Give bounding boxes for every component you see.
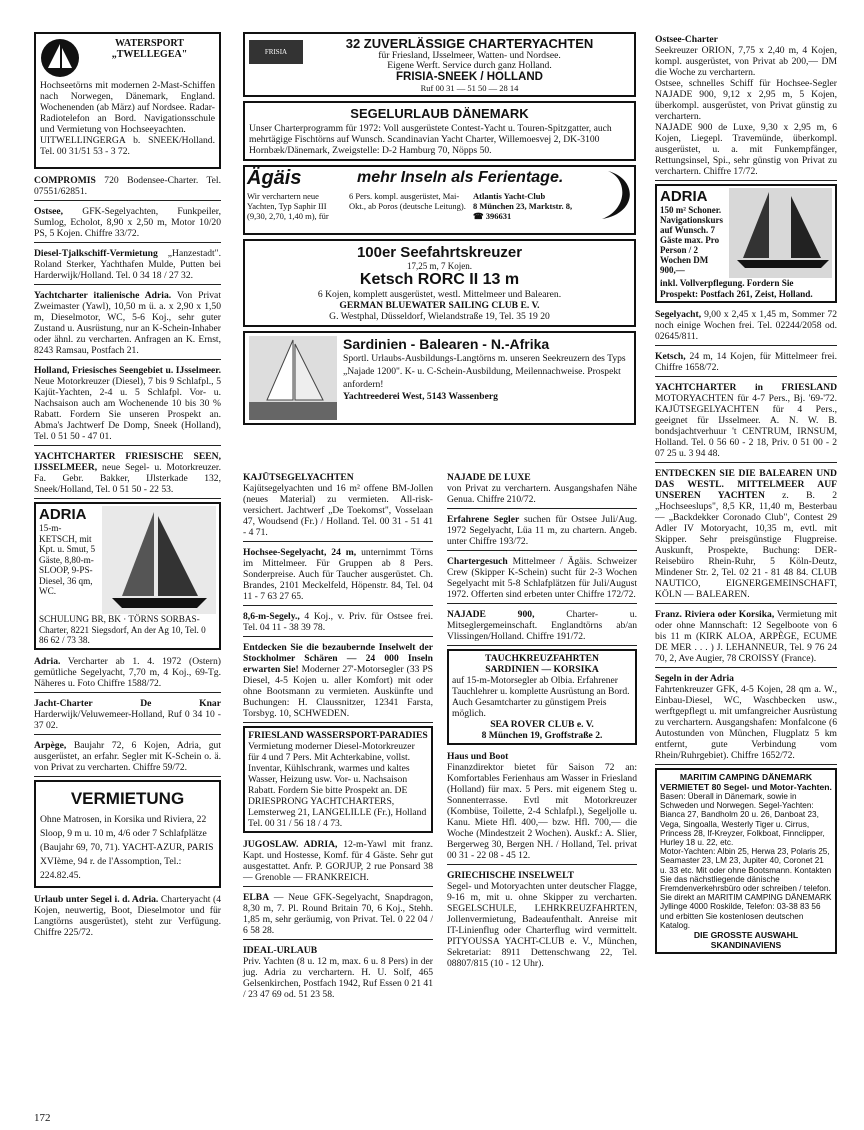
ad-ketsch [243, 239, 636, 327]
ad-body: z. B. 2 „Hochseeslups", 8,5 KR, 11,40 m, Besterbau — „Backdekker Coronado Club", Contest 29 Adler IV Motoryacht, 10,35 m, evtl. mit Skipper. Sehr preisgünstige Flugpreise. Auskunft, Prospekte, Buchung: DER-Reisebüro Rhein-Ruhr, 5 Köln-Deutz, Mindener Str. 2, Tel. 02 21 - 81 48 84. CLUB NAUTICO, EIGNERGEMEINSCHAFT, KÖLN — BALEAREN. [655, 490, 837, 600]
ad-body: Neue Motorkreuzer (Diesel), 7 bis 9 Schlafpl., 5 Kajüt-Yachten, 2-4 u. 5 Schlafpl. Vor- u. Nachsaison auch am Wochenende 10 bis 30 % Rabatt. Fordern Sie unseren Prospekt an. Abma's Jachtwerf De Domp, Sneek (Holland), Tel. 0 51 50 - 47 01. [34, 376, 221, 442]
column-3 [655, 32, 837, 958]
ad-body: Vercharter ab 1. 4. 1972 (Ostern) gemütliche Segelyacht, 7,70 m, 4 Koj., 69-Tg. Näheres u. Foto Chiffre 1588/72. [34, 655, 221, 689]
ad-title: Adria. [34, 655, 61, 667]
ad-title: ADRIA [39, 506, 87, 523]
ad-body: Vermietung mit oder ohne Mannschaft: 12 Segelboote von 6 bis 11 m (KIRK ALOA, ARPÈGE, ECUME DE MER . . . ) J. LEHANNEUR, Tel. 9 76 24 70, 2, Ave Augier, 78 CROISSY (France). [655, 609, 837, 664]
ad-title: Chartergesuch [447, 556, 508, 567]
ad-title: Ägäis [247, 167, 302, 189]
ad-title: KAJÜTSEGELYACHTEN [243, 472, 354, 483]
ad-text: 150 m² Schoner. Navigationskurs auf Wunsch. 7 Gäste max. Pro Person / 2 Wochen DM 900,— [660, 205, 724, 275]
ad-body: 24 m, 14 Kojen, für Mittelmeer frei. Chiffre 1658/72. [655, 351, 837, 373]
ad-friesland-paradies [243, 726, 433, 833]
ad-body: Hochseetörns mit modernen 2-Mast-Schiffen nach Norwegen, Dänemark, England. Wochenenden (ab März) auf Nordsee. Radar-Radiotelefon an Bord. Navigationsschule und Vermietung von Hochseeyachten. UITWELLINGERGA b. SNEEK/Holland. Tel. 00 31/51 53 - 3 72. [40, 80, 215, 157]
ad-title: Segeln in der Adria [655, 673, 734, 684]
ad-title: Segelyacht, [655, 309, 702, 320]
ad-body: — Neue GFK-Segelyacht, Snapdragon, 8,30 m, 7. Pl. Round Britain 70, 6 Koj., Stehh. 1,85 m, sehr geräumig, von Privat. Tel. 0 22 04 / 6 58 28. [243, 892, 433, 936]
ad-title: ELBA [243, 892, 270, 903]
ad-sign: DIE GROSSTE AUSWAHL SKANDINAVIENS [693, 930, 799, 951]
ad-body: Seekreuzer ORION, 7,75 x 2,40 m, 4 Kojen, kompl. ausgerüstet, von Privat ab 200,— DM die Woche zu verchartern. Ostsee, schnelles Schiff für Hochsee-Segler NAJADE 900, 9,12 x 2,95 m, 5 Kojen, überkompl. ausgerüstet, von Privat günstig zu verchartern. NAJADE 900 de Luxe, 9,30 x 2,95 m, 6 Kojen, Liegepl. Travemünde, überkompl. ausgerüstet, u. a. mit Funkempfänger, Rettungsinsel, Spi., sehr günstig von Privat zu verchartern. Chiffre 17/72. [655, 45, 837, 177]
ad-title: Diesel-Tjalkschiff-Vermietung [34, 248, 158, 259]
ad-adria-ketsch [34, 502, 221, 650]
ad-text: 15-m-KETSCH, mit Kpt. u. Smut, 5 Gäste, 8,80-m-SLOOP, 9-PS-Diesel, 36 qm, WC. [39, 523, 96, 596]
ad-sardinien [243, 331, 636, 425]
ad-body: 720 Bodensee-Charter. Tel. 07551/62851. [34, 175, 221, 197]
ad-line: G. Westphal, Düsseldorf, Wielandstraße 19, Tel. 35 19 20 [329, 311, 550, 322]
ad-col: Wir verchartern neue Yachten, Typ Saphir III (9,30, 2,70, 1,40 m), für [247, 191, 329, 221]
ad-body: Baujahr 72, 6 Kojen, Adria, gut ausgerüstet, an erfahr. Segler mit K-Schein o. ä. von Privat zu vercharten. Chiffre 59/72. [34, 739, 222, 773]
column-1 [34, 32, 221, 944]
ad-col: Atlantis Yacht-Club 8 München 23, Marktstr. 8, ☎ 396631 [473, 191, 573, 221]
ad-twellegea [34, 32, 221, 169]
ad-body: „Hanzestadt". Roland Sterker, Yachthafen Mulde, Putten bei Harderwijk/Holland. Tel. 0 34 18 / 27 32. [34, 248, 221, 281]
ad-title: Ketsch RORC II 13 m [359, 271, 520, 288]
ad-title: ENTDECKEN SIE DIE BALEAREN UND DAS WESTL. MITTELMEER AUF UNSEREN YACHTEN [655, 468, 837, 501]
ad-line: GERMAN BLUEWATER SAILING CLUB E. V. [339, 300, 540, 311]
ad-body: Sportl. Urlaubs-Ausbildungs-Langtörns m. unseren Seekreuzern des Typs „Najade 1200". K- u. C-Schein-Ausbildung, Meilennachweise. Prospekt anfordern! [343, 353, 626, 390]
ad-title: 100er Seefahrtskreuzer [356, 244, 523, 261]
ad-title: JUGOSLAW. ADRIA, [243, 839, 338, 850]
ad-sign: Yachtreederei West, 5143 Wassenberg [343, 391, 498, 402]
ad-body: Finanzdirektor bietet für Saison 72 an: Komfortables Ferienhaus am Wasser in Friesland (Holland) für max. 5 Pers. mit eigenem Steg u. Sonnenterrasse. Evtl mit Motorkreuzer (Kombüse, Toilette, 2-4 Schlafpl.), Segeljolle u. Kanu. Miete Hfl. 400,— bzw. Hfl. 700,— die Woche (Mindestzeit 2 Wochen). Auskf.: A. Slier, Bergerweg 30, Bergen NH. / Holland, Tel. privat 00 31 - 22 08 - 45 12. [447, 762, 637, 861]
ad-body: 4 Koj., v. Priv. für Ostsee frei. Tel. 04 11 - 38 39 78. [243, 611, 433, 633]
ad-title: Entdecken Sie die bezaubernde Inselwelt der Stockholmer Schären — 24 000 Inseln erwarten Sie! [243, 642, 433, 675]
ad-body: Moderner 27'-Motorsegler (33 PS Diesel, 4-5 Kojen u. aller Komfort) mit oder ohne Bootsmann zu vermieten. Auskünfte und Buchungen: H. Claussnitzer, 12341 Farsta, Torsbyg. 10, SCHWEDEN. [243, 664, 433, 719]
ad-body: Ohne Matrosen, in Korsika und Riviera, 22 Sloop, 9 m u. 10 m, 4/6 oder 7 Schlafplätze (Baujahr 69, 70, 71). YACHT-AZUR, PARIS XVIème, 94 r. de l'Assomption, Tel.: 224.82.45. [40, 813, 214, 881]
sailboat-photo [249, 336, 337, 420]
ad-body: Von Privat Zweimaster (Yawl), 10,50 m ü. a. x 2,90 x 1,50 m, Dieselmotor, WC, 5-6 Koj., sehr guter Zustand u. Ausrüstung, nur an K-Schein-Inhaber oder ähnl. zu vercharten. Anfragen an K. Ernst, 8243 Ramsau, Postfach 21. [34, 290, 221, 356]
ad-segelurlaub [243, 101, 636, 161]
ad-body: auf 15-m-Motorsegler ab Olbia. Erfahrener Tauchlehrer u. komplette Ausrüstung an Bord. Auch Gesamtcharter zu günstigem Preis möglich. [452, 675, 630, 719]
schooner-photo [729, 188, 832, 278]
ad-title: Jacht-Charter De Knar [34, 697, 221, 709]
ad-title: Ketsch, [655, 351, 686, 362]
ad-body: 9,00 x 2,45 x 1,45 m, Sommer 72 noch einige Wochen frei. Tel. 02244/2058 od. 02645/811. [655, 309, 837, 342]
ad-title: Hochsee-Segelyacht, 24 m, [243, 547, 357, 558]
ad-title: FRIESLAND WASSERSPORT-PARADIES [248, 730, 428, 741]
ad-title: NAJADE DE LUXE [447, 472, 531, 483]
ad-body: Mittelmeer / Ägäis. Schweizer Crew (Skipper K-Schein) sucht für 2-3 Wochen Segelyacht mit 5-8 Schlafplätzen für Juli/August 1972. Offerten sind erbeten unter Chiffre 172/72. [447, 556, 637, 600]
ad-body: MOTORYACHTEN für 4-7 Pers., Bj. '69-'72. KAJÜTSEGELYACHTEN für 4 Pers., geeignet für IJsselmeer. A. N. W. B. bondsjachtverhuur 't CENTRUM, IRNSUM, Holland. Tel. 0 56 60 - 2 18, Priv. 0 51 00 - 2 07 25 u. 3 94 48. [655, 393, 837, 459]
ad-body: GFK-Segelyachten, Funkpeiler, Sumlog, Echolot, 8,90 x 2,50 m, Motor 10/20 PS, 5 Kojen. Chiffre 33/72. [34, 206, 221, 239]
ad-title: Ostsee-Charter [655, 34, 718, 45]
ad-body: Fahrtenkreuzer GFK, 4-5 Kojen, 28 qm a. W., Einbau-Diesel, WC, Waschbecken usw., werftgepflegt u. mit umfangreicher Ausrüstung zu verchartern. Ausgangshafen: Monfalcone (6 Autostunden von München, Flugplatz 5 km entfernt, gute Verbindung vom Rhein/Ruhrgebiet). Chiffre 1652/72. [655, 684, 837, 761]
sailboat-photo [102, 506, 216, 614]
ad-title: Arpège, [34, 739, 67, 751]
ad-body: suchen für Ostsee Juli/Aug. 1972 Segelyacht, Lüa 11 m, zu chartern. Angeb. unter Chiffre 193/72. [447, 514, 637, 547]
ad-title: YACHTCHARTER FRIESISCHE SEEN, IJSSELMEER, [34, 451, 221, 473]
ad-title: ADRIA [660, 188, 708, 205]
ad-body: Unser Charterprogramm für 1972: Voll ausgerüstete Contest-Yacht u. Touren-Spitzgatter, auch mehrtägige Fischtörns auf Wunsch. Scandinavian Yacht Charter, Willemoesvej 2, DK-3100 Hornbæk/Dänemark, Zweigstelle: D-2 Hamburg 70, Nöpps 50. [249, 123, 612, 156]
ad-title: 8,6-m-Segely., [243, 611, 300, 622]
ad-title: VERMIETUNG [70, 788, 185, 808]
ad-title: NAJADE 900, [447, 609, 535, 620]
ad-col: 6 Pers. kompl. ausgerüstet, Mai-Okt., ab Poros (deutsche Leitung). [349, 191, 466, 211]
ad-body: SCHULUNG BR, BK · TÖRNS SORBAS-Charter, 8221 Siegsdorf, An der Ag 10, Tel. 0 86 62 / 73 38. [39, 614, 206, 645]
page-number: 172 [34, 1112, 51, 1124]
ad-body: Charter- u. Mitseglergemeinschaft. Englandtörns ab/an Vlissingen/Holland. Chiffre 191/72. [447, 609, 637, 642]
ad-title: Sardinien - Balearen - N.-Afrika [343, 336, 550, 352]
ad-title: TAUCHKREUZFAHRTEN SARDINIEN — KORSIKA [485, 653, 599, 675]
ad-body: Vermietung moderner Diesel-Motorkreuzer für 4 und 7 Pers. Mit Achterkabine, vollst. Inventar, Kühlschrank, warmes und kaltes Wasser, Heizung usw. Vor- u. Nachsaison Rabatt. Fordern Sie bitte Prospekt an. DE DRIESPRONG YACHTCHARTERS, Lemsterweg 21, LANGELILLE (Fr.), Holland Tel. 00 31 / 56 18 / 4 73. [248, 741, 427, 829]
ad-title: Holland, Friesisches Seengebiet u. IJsselmeer. [34, 365, 221, 376]
frisia-logo: FRISIA [249, 40, 303, 64]
ad-body: Charteryacht (4 Kojen, neuwertig, Boot, Dieselmotor und für Langtörns ausgerüstet), steht zur Verfügung. Chiffre 225/72. [34, 893, 221, 938]
column-2a [243, 470, 433, 1006]
ad-title: IDEAL-URLAUB [243, 945, 318, 956]
ad-line: für Friesland, IJsselmeer, Watten- und Nordsee. [378, 50, 561, 61]
ad-body: Priv. Yachten (8 u. 12 m, max. 6 u. 8 Pers) in der jug. Adria zu verchartern. H. U. Solf, 465 Gelsenkirchen, Postfach 1942, Ruf Essen 0 21 41 / 23 47 69 od. 51 23 58. [243, 956, 433, 1000]
ad-title: MARITIM CAMPING DÄNEMARK VERMIETET 80 Segel- und Motor-Yachten. [660, 772, 832, 792]
ad-title: Haus und Boot [447, 751, 509, 762]
ad-line: 17,25 m, 7 Kojen. [407, 261, 472, 271]
ad-aegais [243, 165, 636, 235]
ad-title: WATERSPORT „TWELLEGEA" [111, 38, 188, 60]
ad-body: neue Segel- u. Motorkreuzer. Fa. Gebr. Bakker, IJlsterkade 132, Sneek/Holland, Tel. 0 51 50 - 22 53. [34, 462, 221, 495]
ad-title: YACHTCHARTER in FRIESLAND [655, 382, 837, 393]
ad-tauchkreuzfahrten [447, 649, 637, 745]
column-2b [447, 470, 637, 975]
ad-title: Franz. Riviera oder Korsika, [655, 609, 775, 620]
ad-headline: mehr Inseln als Ferientage. [357, 169, 564, 186]
ad-body: Segel- und Motoryachten unter deutscher Flagge, 9-16 m, mit u. ohne Skipper zu vercharten. SEGELSCHULE, LEHRKREUZFAHRTEN, Jollenvermietung, Badeaufenthalt. Anreise mit IT-Linienflug oder Charterflug wird vermittelt. PITYOUSSA YACHT-CLUB e. V., München, Sekretariat: 8911 Dettenschwang 22, Tel. 08807/815 (10 - 12 Uhr). [447, 881, 637, 969]
ad-body: von Privat zu verchartern. Ausgangshafen Nähe Genua. Chiffre 210/72. [447, 483, 637, 505]
ad-title: Yachtcharter italienische Adria. [34, 290, 172, 301]
ad-vermietung [34, 780, 221, 888]
ad-title: Erfahrene Segler [447, 514, 520, 525]
ad-name: FRISIA-SNEEK / HOLLAND [396, 71, 543, 83]
ad-title: 32 ZUVERLÄSSIGE CHARTERYACHTEN [345, 36, 594, 51]
ad-line: 6 Kojen, komplett ausgerüstet, westl. Mittelmeer und Balearen. [317, 289, 562, 300]
ad-maritim-camping [655, 768, 837, 954]
ad-title: COMPROMIS [34, 175, 96, 186]
ad-body: 12-m-Yawl mit franz. Kapt. und Hostesse, Komf. für 4 Gäste. Sehr gut ausgestattet. Anfr. P. GORJUP, 2 rue Ponsard 38 — Grenoble — FRANKREICH. [243, 839, 433, 883]
column-2 [243, 32, 636, 429]
ad-title: Urlaub unter Segel i. d. Adria. [34, 893, 159, 905]
ad-body: Basen: Überall in Dänemark, sowie in Schweden und Norwegen. Segel-Yachten: Bianca 27, Bandholm 20 u. 26, Danboat 23, Vega, Singoalla, Westerly Tiger u. Cirrus, Princess 28, If-Kreyzer, Folkboat, Finnclipper, Hurley 18 u. 22, etc. Motor-Yachten: Albin 25, Herwa 23, Polaris 25, Seamaster 23, LM 23, Jupiter 40, Coronet 21 u. 33 etc. Mit oder ohne Bootsmann. Kontakten Sie das nächstliegende dänische Fremdenverkehrsbüro oder schreiben / telefon. Sie direkt an MARITIM CAMPING DÄNEMARK Jyllinge 4000 Roskilde, Telefon: 03-38 83 56 und erbitten Sie kostenlosen deutschen Katalog. [660, 792, 832, 930]
ad-body: inkl. Vollverpflegung. Fordern Sie Prospekt: Postfach 261, Zeist, Holland. [660, 278, 813, 299]
ad-body: Kajütsegelyachten und 16 m² offene BM-Jollen (neues Material) zu vermieten. All-risk-versichert. Jachtwerf „De Toekomst", Vosselaan 47, Woudsend (Fr.) / Holland. Tel. 00 31 - 51 41 - 4 71. [243, 483, 433, 538]
ad-title: Ostsee, [34, 206, 64, 217]
ad-title: SEGELURLAUB DÄNEMARK [350, 106, 529, 121]
ad-body: unternimmt Törns im Mittelmeer. Für Gruppen ab 8 Pers. Sonderpreise. Auch für Taucher ausgerüstet. Ch. Brandes, 2101 Meckelfeld, Höpenstr. 84, Tel. 04 11 - 7 63 27 65. [243, 547, 433, 602]
ad-body: Harderwijk/Veluwemeer-Holland, Ruf 0 34 10 - 37 02. [34, 708, 221, 731]
ad-title: GRIECHISCHE INSELWELT [447, 870, 574, 881]
ad-adria-schoner [655, 184, 837, 303]
ad-sign: SEA ROVER CLUB e. V. 8 München 19, Groffstraße 2. [481, 719, 603, 741]
ad-frisia [243, 32, 636, 97]
ad-line: Eigene Werft. Service durch ganz Holland. [387, 60, 552, 71]
sail-logo-icon [40, 38, 80, 78]
ad-phone: Ruf 00 31 — 51 50 — 28 14 [420, 83, 519, 93]
